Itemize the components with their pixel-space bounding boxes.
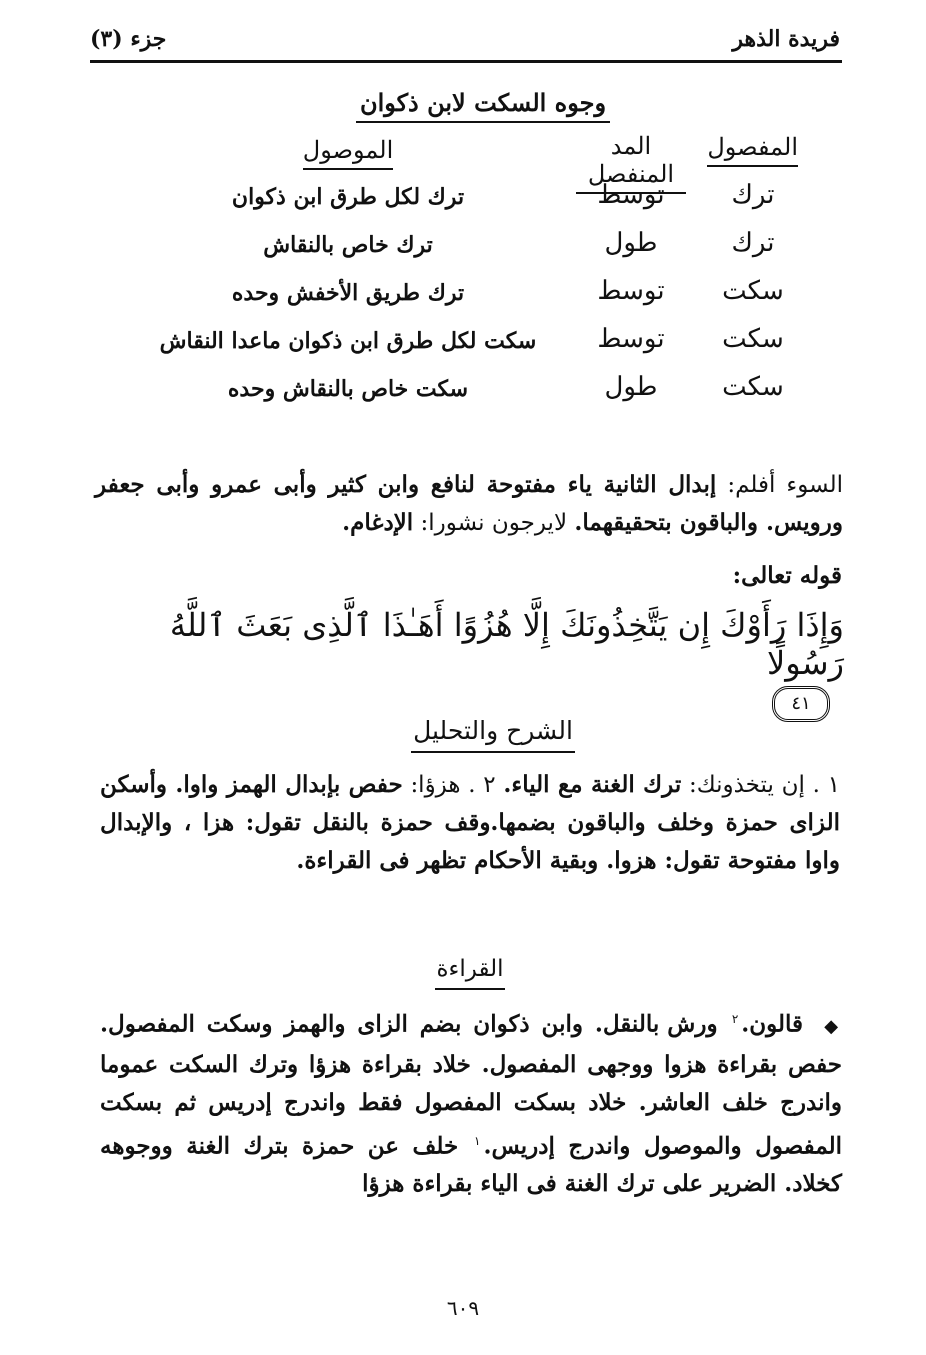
qiraa-text-1: قالون. bbox=[741, 1010, 804, 1038]
qiraa-text-3: خلف عن حمزة بترك الغنة ووجوهه كخلاد. الضرير على ترك الغنة فى الياء بقراءة هزؤا bbox=[100, 1132, 842, 1198]
book-title: فريدة الذهر bbox=[732, 26, 840, 52]
cell-mawsool: ترك خاص بالنقاش bbox=[263, 232, 433, 258]
table-title bbox=[0, 88, 926, 123]
sharh-text-1: ترك الغنة مع الياء. bbox=[503, 771, 682, 798]
part-label: جزء (٣) bbox=[90, 26, 167, 52]
term-huzuwa: هزؤا: bbox=[410, 772, 461, 798]
cell-mawsool: سكت لكل طرق ابن ذكوان ماعدا النقاش bbox=[159, 328, 537, 354]
diamond-bullet-icon: ◆ bbox=[824, 1015, 843, 1037]
table-row bbox=[150, 180, 798, 228]
quran-verse bbox=[100, 606, 844, 714]
cell-mawsool: سكت خاص بالنقاش وحده bbox=[227, 376, 469, 402]
paragraph-sharh bbox=[100, 766, 840, 880]
cell-mafsool: ترك bbox=[731, 228, 775, 258]
column-header-mawsool: الموصول bbox=[148, 132, 548, 170]
qiraa-heading bbox=[0, 956, 926, 990]
cell-mawsool: ترك لكل طرق ابن ذكوان bbox=[231, 184, 465, 210]
qiraa-text-2: ورش بالنقل. وابن ذكوان بضم الزاى والهمز وسكت المفصول. حفص بقراءة هزوا ووجهى المفصول. خلاد بقراءة هزؤا وترك السكت عموما واندرج خلف العاشر. خلاد بسكت المفصول فقط واندرج إدريس ثم بسكت المفصول والموصول واندرج إدريس. bbox=[100, 1010, 843, 1160]
cell-mafsool: سكت bbox=[722, 324, 784, 354]
table-header-row bbox=[150, 132, 798, 188]
item-number-2: ٢ . bbox=[468, 772, 496, 798]
table-row bbox=[150, 228, 798, 276]
idgham-text: الإدغام. bbox=[342, 509, 414, 536]
column-header-munfasil: المد المنفصل bbox=[576, 132, 686, 194]
term-in-yattakhidhunaka: إن يتخذونك: bbox=[688, 772, 805, 798]
verse-text: وَإِذَا رَأَوْكَ إِن يَتَّخِذُونَكَ إِلَّا هُزُوًا أَهَـٰذَا ٱلَّذِى بَعَثَ ٱللَّهُ رَسُولًا bbox=[169, 606, 844, 682]
cell-munfasil: توسط bbox=[597, 276, 665, 306]
table-row bbox=[150, 276, 798, 324]
qawluhu-label: قوله تعالى: bbox=[732, 562, 842, 589]
header-rule bbox=[90, 60, 842, 63]
cell-munfasil: توسط bbox=[597, 180, 665, 210]
term-alsoo-aflam: السوء أفلم: bbox=[727, 472, 844, 498]
sakt-table bbox=[150, 132, 798, 420]
qiraa-heading-text: القراءة bbox=[435, 956, 506, 990]
table-row bbox=[150, 372, 798, 420]
paragraph-ibdal bbox=[95, 466, 843, 542]
table-title-text: وجوه السكت لابن ذكوان bbox=[356, 88, 610, 123]
cell-mawsool: ترك طريق الأخفش وحده bbox=[231, 280, 465, 306]
cell-munfasil: توسط bbox=[597, 324, 665, 354]
cell-mafsool: سكت bbox=[722, 276, 784, 306]
paragraph-qiraa bbox=[100, 1000, 842, 1203]
footnote-ref: ١ bbox=[473, 1133, 481, 1148]
ibdal-text: إبدال الثانية ياء مفتوحة لنافع وابن كثير وأبى عمرو وأبى جعفر ورويس. والباقون بتحقيقهما. bbox=[95, 471, 843, 536]
sharh-text-2: حفص بإبدال الهمز واوا. وأسكن الزاى حمزة وخلف والباقون بضمها.وقف حمزة بالنقل تقول: هزا ، والإبدال واوا مفتوحة تقول: هزوا. وبقية الأحكام تظهر فى القراءة. bbox=[100, 771, 840, 874]
page-number: ٦٠٩ bbox=[446, 1296, 480, 1320]
cell-mafsool: ترك bbox=[731, 180, 775, 210]
cell-munfasil: طول bbox=[604, 228, 658, 258]
term-la-yarjoon: لايرجون نشورا: bbox=[420, 510, 568, 536]
table-row bbox=[150, 324, 798, 372]
cell-munfasil: طول bbox=[604, 372, 658, 402]
sharh-heading-text: الشرح والتحليل bbox=[411, 716, 575, 753]
sharh-heading bbox=[0, 716, 926, 753]
verse-number-marker: ٤١ bbox=[772, 686, 830, 722]
cell-mafsool: سكت bbox=[722, 372, 784, 402]
item-number-1: ١ . bbox=[812, 772, 841, 798]
footnote-ref: ٢ bbox=[731, 1012, 739, 1026]
running-head bbox=[90, 20, 840, 60]
column-header-mafsool: المفصول bbox=[708, 132, 798, 167]
